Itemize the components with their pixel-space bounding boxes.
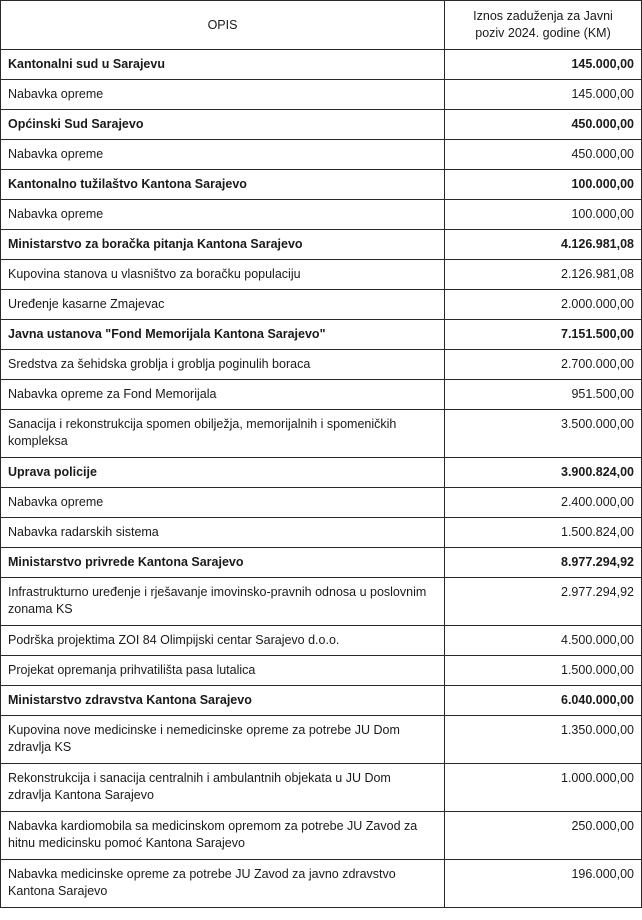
table-group-row [1, 110, 642, 140]
row-amount: 2.977.294,92 [445, 578, 642, 626]
table-row [1, 80, 642, 110]
table-row [1, 716, 642, 764]
row-amount: 1.000.000,00 [445, 764, 642, 812]
table-row [1, 200, 642, 230]
row-description: Infrastrukturno uređenje i rješavanje imovinsko-pravnih odnosa u poslovnim zonama KS [1, 578, 445, 626]
row-description: Uređenje kasarne Zmajevac [1, 290, 445, 320]
table-group-row [1, 458, 642, 488]
row-description: Sanacija i rekonstrukcija spomen obilježja, memorijalnih i spomeničkih kompleksa [1, 410, 445, 458]
row-amount: 3.500.000,00 [445, 410, 642, 458]
table-row [1, 350, 642, 380]
row-amount: 100.000,00 [445, 200, 642, 230]
row-amount: 1.500.000,00 [445, 656, 642, 686]
row-amount: 450.000,00 [445, 140, 642, 170]
table-row [1, 140, 642, 170]
row-amount: 250.000,00 [445, 812, 642, 860]
header-amount-line2: poziv 2024. godine (KM) [475, 26, 611, 40]
table-row [1, 410, 642, 458]
row-amount: 145.000,00 [445, 80, 642, 110]
row-description: Općinski Sud Sarajevo [1, 110, 445, 140]
row-description: Kantonalno tužilaštvo Kantona Sarajevo [1, 170, 445, 200]
table-header [1, 1, 642, 50]
row-amount: 1.500.824,00 [445, 518, 642, 548]
row-description: Projekat opremanja prihvatilišta pasa lutalica [1, 656, 445, 686]
row-description: Nabavka opreme [1, 140, 445, 170]
table-row [1, 656, 642, 686]
row-amount: 8.977.294,92 [445, 548, 642, 578]
table-row [1, 518, 642, 548]
table-row [1, 380, 642, 410]
row-description: Ministarstvo za boračka pitanja Kantona Sarajevo [1, 230, 445, 260]
table-body [1, 50, 642, 908]
row-amount: 2.400.000,00 [445, 488, 642, 518]
row-description: Uprava policije [1, 458, 445, 488]
table-row [1, 290, 642, 320]
table-group-row [1, 170, 642, 200]
row-amount: 2.000.000,00 [445, 290, 642, 320]
row-description: Kupovina nove medicinske i nemedicinske opreme za potrebe JU Dom zdravlja KS [1, 716, 445, 764]
row-amount: 1.350.000,00 [445, 716, 642, 764]
row-description: Nabavka radarskih sistema [1, 518, 445, 548]
row-description: Nabavka medicinske opreme za potrebe JU Zavod za javno zdravstvo Kantona Sarajevo [1, 860, 445, 908]
table-row [1, 578, 642, 626]
row-description: Nabavka opreme [1, 488, 445, 518]
header-amount [445, 1, 642, 50]
row-description: Kantonalni sud u Sarajevu [1, 50, 445, 80]
header-row [1, 1, 642, 50]
row-description: Nabavka opreme [1, 80, 445, 110]
row-amount: 196.000,00 [445, 860, 642, 908]
row-description: Rekonstrukcija i sanacija centralnih i ambulantnih objekata u JU Dom zdravlja Kantona Sarajevo [1, 764, 445, 812]
row-description: Nabavka opreme za Fond Memorijala [1, 380, 445, 410]
table-row [1, 626, 642, 656]
header-amount-line1: Iznos zaduženja za Javni [473, 9, 613, 23]
row-amount: 951.500,00 [445, 380, 642, 410]
row-amount: 4.500.000,00 [445, 626, 642, 656]
row-amount: 2.700.000,00 [445, 350, 642, 380]
table-group-row [1, 548, 642, 578]
header-desc: OPIS [1, 1, 445, 50]
row-amount: 100.000,00 [445, 170, 642, 200]
table-row [1, 260, 642, 290]
row-amount: 2.126.981,08 [445, 260, 642, 290]
row-description: Javna ustanova "Fond Memorijala Kantona Sarajevo" [1, 320, 445, 350]
table-row [1, 764, 642, 812]
table-group-row [1, 320, 642, 350]
table-group-row [1, 686, 642, 716]
row-description: Nabavka opreme [1, 200, 445, 230]
table-row [1, 812, 642, 860]
row-description: Ministarstvo zdravstva Kantona Sarajevo [1, 686, 445, 716]
row-description: Ministarstvo privrede Kantona Sarajevo [1, 548, 445, 578]
row-amount: 4.126.981,08 [445, 230, 642, 260]
row-amount: 450.000,00 [445, 110, 642, 140]
row-amount: 7.151.500,00 [445, 320, 642, 350]
row-amount: 6.040.000,00 [445, 686, 642, 716]
row-amount: 3.900.824,00 [445, 458, 642, 488]
row-description: Podrška projektima ZOI 84 Olimpijski centar Sarajevo d.o.o. [1, 626, 445, 656]
row-description: Nabavka kardiomobila sa medicinskom opremom za potrebe JU Zavod za hitnu medicinsku pomoć Kantona Sarajevo [1, 812, 445, 860]
table-row [1, 488, 642, 518]
table-row [1, 860, 642, 908]
table-group-row [1, 230, 642, 260]
row-description: Kupovina stanova u vlasništvo za boračku populaciju [1, 260, 445, 290]
row-description: Sredstva za šehidska groblja i groblja poginulih boraca [1, 350, 445, 380]
table-group-row [1, 50, 642, 80]
row-amount: 145.000,00 [445, 50, 642, 80]
